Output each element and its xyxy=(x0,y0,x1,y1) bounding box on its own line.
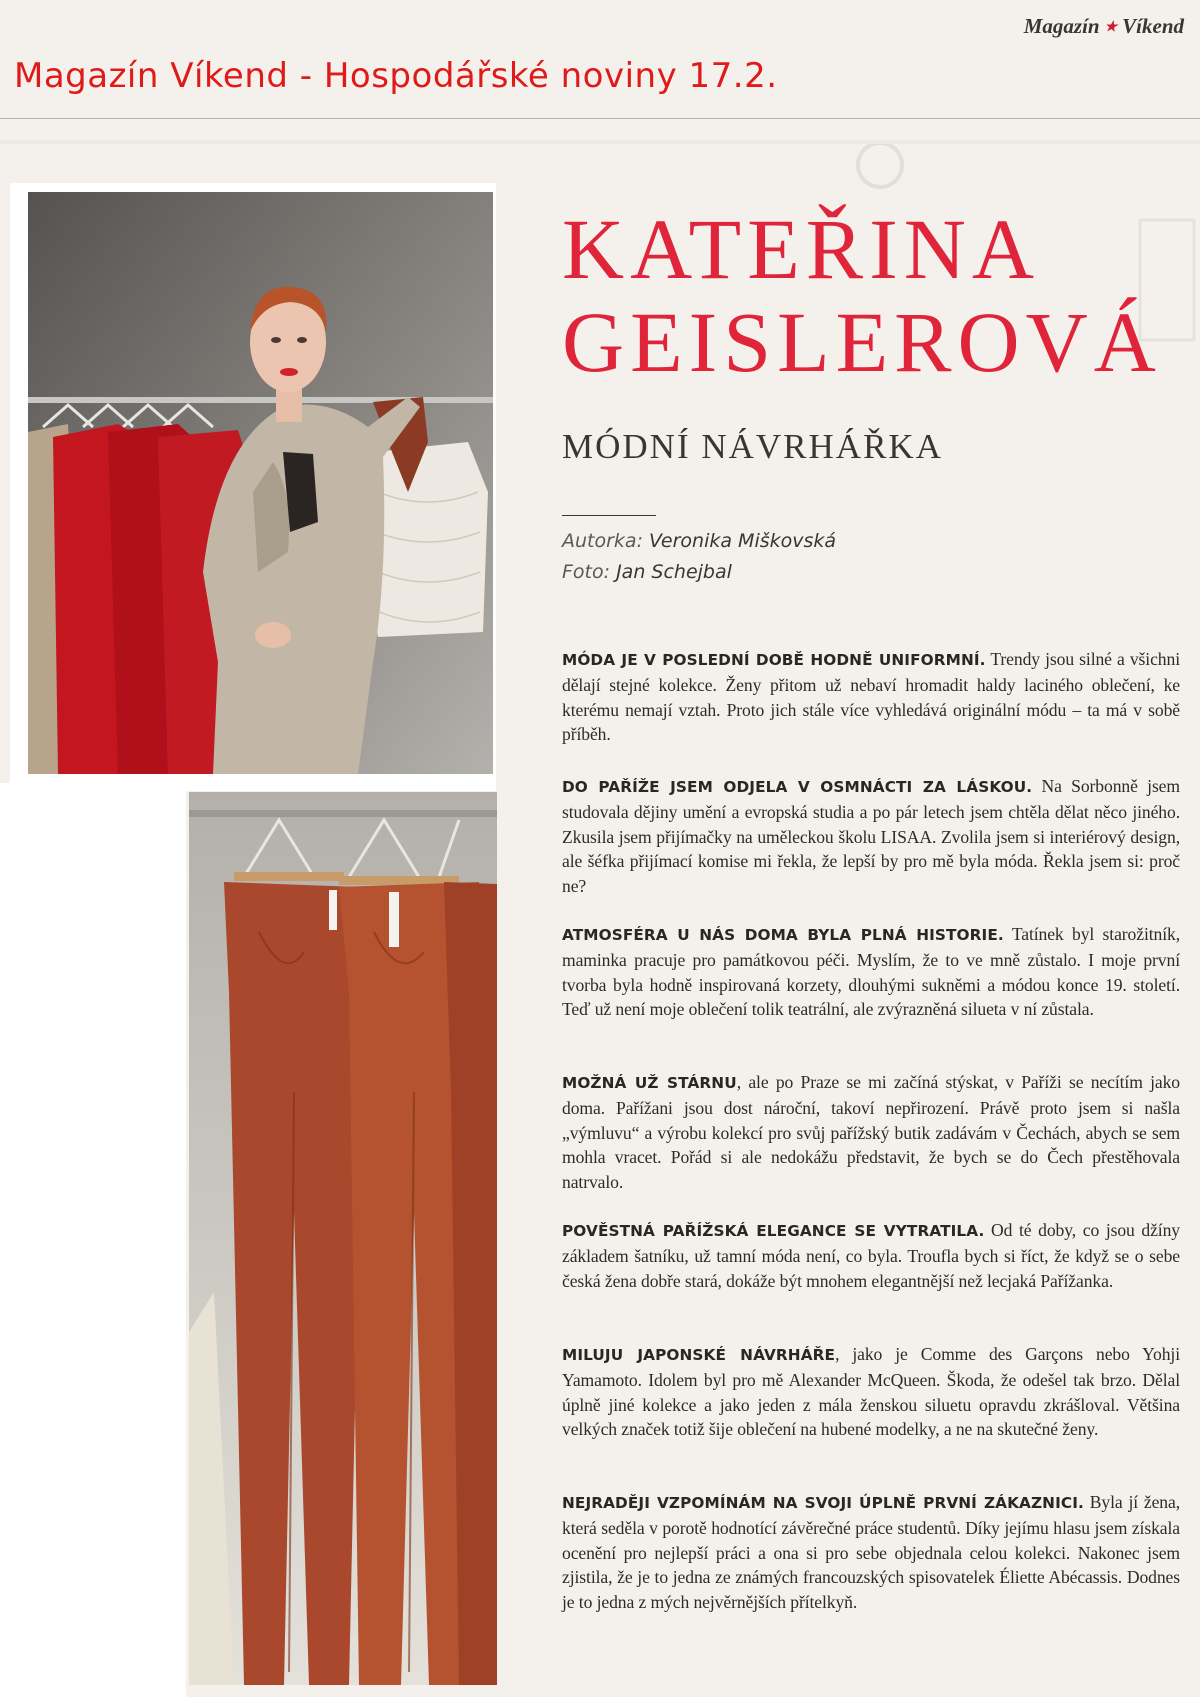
header-divider xyxy=(0,118,1200,119)
source-label: Magazín Víkend - Hospodářské noviny 17.2. xyxy=(14,56,778,96)
article-paragraph xyxy=(562,647,1180,747)
paragraph-lead: NEJRADĚJI VZPOMÍNÁM NA SVOJI ÚPLNĚ PRVNÍ ZÁKAZNICI. xyxy=(562,1494,1084,1512)
article-paragraph xyxy=(562,922,1180,1022)
designer-portrait-photo xyxy=(28,192,493,774)
photographer-name: Jan Schejbal xyxy=(616,561,732,583)
paragraph-lead: MOŽNÁ UŽ STÁRNU xyxy=(562,1074,737,1092)
magazine-running-header xyxy=(1024,14,1184,39)
photo-frame xyxy=(0,783,186,1697)
author-name: Veronika Miškovská xyxy=(649,530,837,552)
headline-last-name: GEISLEROVÁ xyxy=(562,294,1162,390)
paragraph-lead: MILUJU JAPONSKÉ NÁVRHÁŘE xyxy=(562,1346,836,1364)
author-credit xyxy=(562,530,836,552)
paragraph-lead: ATMOSFÉRA U NÁS DOMA BYLA PLNÁ HISTORIE. xyxy=(562,926,1004,944)
article-paragraph xyxy=(562,1218,1180,1293)
article-paragraph xyxy=(562,1490,1180,1615)
running-header-right: Víkend xyxy=(1122,14,1184,38)
paragraph-lead: MÓDA JE V POSLEDNÍ DOBĚ HODNĚ UNIFORMNÍ. xyxy=(562,651,986,669)
article-paragraph xyxy=(562,1070,1180,1195)
paragraph-text: , ale po Praze se mi začíná stýskat, v Paříži se necítím jako doma. Pařížani jsou dost nároční, takoví nepřirození. Právě proto jsem si našla „výmluvu“ a výrobu kolekcí pro svůj pařížský butik zadávám v Čechách, abych se sem mohla vracet. Pořád si ale nedokážu představit, že bych se do Čech přestěhovala natrvalo. xyxy=(562,1072,1180,1193)
article-subtitle: MÓDNÍ NÁVRHÁŘKA xyxy=(562,427,943,466)
paragraph-text: Na Sorbonně jsem studovala dějiny umění a evropská studia a po pár letech jsem chtěla dělat něco jiného. Zkusila jsem přijímačky na uměleckou školu LISAA. Zvolila jsem si interiérový design, ale šéfka přijímací komise mi řekla, že lepší by pro mě byla móda. Řekla jsem si: proč ne? xyxy=(562,776,1180,897)
paragraph-text: Byla jí žena, která seděla v porotě hodnotící závěrečné práce studentů. Díky jejímu hlasu jsem získala ocenění pro nejlepší práci a ona si pro sebe objednala celou kolekci. Nakonec jsem zjistila, že je to jedna ze známých francouzských spisovatelek Éliette Abécassis. Dodnes je to jedna z mých nejvěrnějších přítelkyň. xyxy=(562,1492,1180,1613)
photo-label: Foto: xyxy=(562,561,611,583)
article-paragraph xyxy=(562,1342,1180,1442)
designer-portrait-illustration xyxy=(28,192,493,774)
article-paragraph xyxy=(562,774,1180,899)
paragraph-lead: POVĚSTNÁ PAŘÍŽSKÁ ELEGANCE SE VYTRATILA. xyxy=(562,1222,985,1240)
paragraph-text: Trendy jsou silné a všichni dělají stejné kolekce. Ženy přitom už nebaví hromadit haldy laciného oblečení, ke kterému nemají vztah. Proto jich stále více vyhledává originální módu – ta má v sobě příběh. xyxy=(562,649,1180,745)
paragraph-text: Od té doby, co jsou džíny základem šatníku, už tamní móda není, co byla. Troufla bych si říct, že když se o sebe česká žena dobře stará, dokáže být mnohem elegantnější než lecjaká Pařížanka. xyxy=(562,1220,1180,1291)
paragraph-text: , jako je Comme des Garçons nebo Yohji Yamamoto. Idolem byl pro mě Alexander McQueen. Škoda, že odešel tak brzo. Dělal úplně jiné kolekce a jako jeden z mála ženskou siluetu opravdu zkrášloval. Většina velkých značek totiž šije oblečení na hubené modelky, a ne na skutečné ženy. xyxy=(562,1344,1180,1440)
trousers-rack-photo xyxy=(189,792,497,1685)
star-icon: ★ xyxy=(1104,20,1118,35)
headline-first-name: KATEŘINA xyxy=(562,201,1040,297)
credit-divider xyxy=(562,515,656,516)
photo-credit xyxy=(562,561,732,583)
trousers-illustration xyxy=(189,792,497,1685)
paragraph-text: Tatínek byl starožitník, maminka pracuje pro památkovou péči. Myslím, že to ve mně zůstalo. I moje první tvorba byla hodně inspirovaná korzety, dlouhými sukněmi a módou konce 19. století. Teď už není moje oblečení tolik teatrální, ale zvýrazněná silueta v ní zůstala. xyxy=(562,924,1180,1020)
author-label: Autorka: xyxy=(562,530,643,552)
running-header-left: Magazín xyxy=(1023,14,1100,38)
paragraph-lead: DO PAŘÍŽE JSEM ODJELA V OSMNÁCTI ZA LÁSKOU. xyxy=(562,778,1033,796)
